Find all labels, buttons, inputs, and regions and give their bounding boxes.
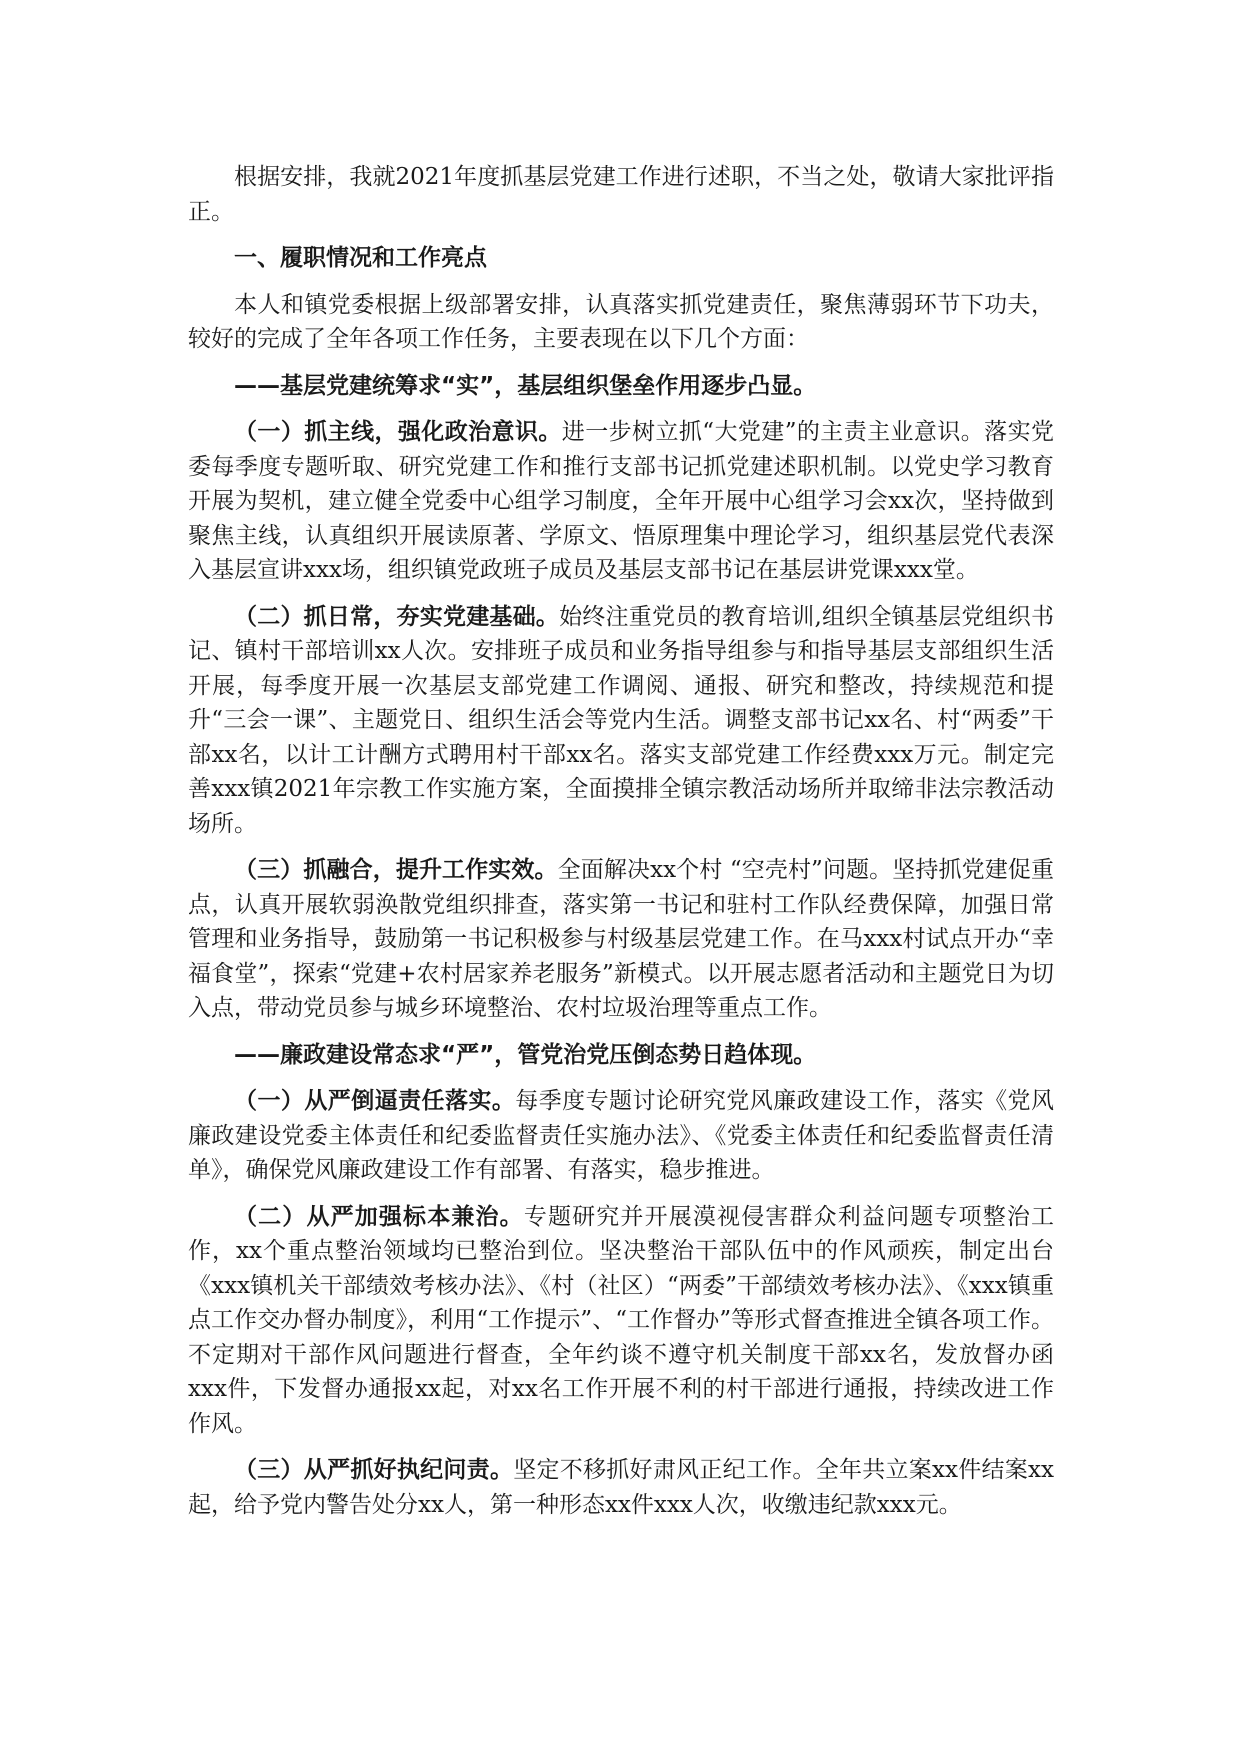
section-title-party-building: ——基层党建统筹求“实”，基层组织堡垒作用逐步凸显。: [234, 372, 817, 399]
item-paragraph: [188, 853, 1054, 1026]
item-body: 全面解决xx个村 “空壳村”问题。坚持抓党建促重点，认真开展软弱涣散党组织排查，落实第一书记和驻村工作队经费保障，加强日常管理和业务指导，鼓励第一书记积极参与村级基层党建工作。在马xxx村试点开办“幸福食堂”，探索“党建+农村居家养老服务”新模式。以开展志愿者活动和主题党日为切入点，带动党员参与城乡环境整治、农村垃圾治理等重点工作。: [188, 857, 1054, 1021]
item-body: 坚定不移抓好肃风正纪工作。全年共立案xx件结案xx起，给予党内警告处分xx人，第一种形态xx件xxx人次，收缴违纪款xxx元。: [188, 1457, 1054, 1518]
overview-paragraph: 本人和镇党委根据上级部署安排，认真落实抓党建责任，聚焦薄弱环节下功夫，较好的完成了全年各项工作任务，主要表现在以下几个方面：: [188, 291, 1054, 352]
item-lead: （三）抓融合，提升工作实效。: [234, 857, 558, 883]
heading-performance-highlights: 一、履职情况和工作亮点: [234, 245, 487, 271]
item-lead: （二）从严加强标本兼治。: [234, 1203, 524, 1230]
item-body: 专题研究并开展漠视侵害群众利益问题专项整治工作，xx个重点整治领域均已整治到位。坚决整治干部队伍中的作风顽疾，制定出台《xxx镇机关干部绩效考核办法》、《村（社区）“两委”干部绩效考核办法》、《xxx镇重点工作交办督办制度》，利用“工作提示”、“工作督办”等形式督查推进全镇各项工作。不定期对干部作风问题进行督查，全年约谈不遵守机关制度干部xx名，发放督办函xxx件，下发督办通报xx起，对xx名工作开展不利的村干部进行通报，持续改进工作作风。: [188, 1203, 1055, 1437]
item-paragraph: [188, 1200, 1054, 1442]
item-paragraph: [188, 600, 1054, 842]
document-page: [188, 160, 1054, 1534]
item-body: 进一步树立抓“大党建”的主责主业意识。落实党委每季度专题听取、研究党建工作和推行支部书记抓党建述职机制。以党史学习教育开展为契机，建立健全党委中心组学习制度，全年开展中心组学习会xx次，坚持做到聚焦主线，认真组织开展读原著、学原文、悟原理集中理论学习，组织基层党代表深入基层宣讲xxx场，组织镇党政班子成员及基层支部书记在基层讲党课xxx堂。: [188, 419, 1054, 583]
item-lead: （一）抓主线，强化政治意识。: [234, 419, 562, 445]
item-body: 每季度专题讨论研究党风廉政建设工作，落实《党风廉政建设党委主体责任和纪委监督责任实施办法》、《党委主体责任和纪委监督责任清单》，确保党风廉政建设工作有部署、有落实，稳步推进。: [188, 1088, 1055, 1183]
section-title-integrity: ——廉政建设常态求“严”，管党治党压倒态势日趋体现。: [234, 1041, 817, 1068]
intro-paragraph: 根据安排，我就2021年度抓基层党建工作进行述职，不当之处，敬请大家批评指正。: [188, 164, 1054, 225]
item-paragraph: [188, 1084, 1054, 1188]
item-lead: （一）从严倒逼责任落实。: [234, 1088, 516, 1114]
item-paragraph: [188, 415, 1054, 588]
item-body: 始终注重党员的教育培训,组织全镇基层党组织书记、镇村干部培训xx人次。安排班子成员和业务指导组参与和指导基层支部组织生活开展，每季度开展一次基层支部党建工作调阅、通报、研究和整改，持续规范和提升“三会一课”、主题党日、组织生活会等党内生活。调整支部书记xx名、村“两委”干部xx名，以计工计酬方式聘用村干部xx名。落实支部党建工作经费xxx万元。制定完善xxx镇2021年宗教工作实施方案，全面摸排全镇宗教活动场所并取缔非法宗教活动场所。: [188, 603, 1055, 837]
item-lead: （二）抓日常，夯实党建基础。: [234, 603, 560, 630]
item-lead: （三）从严抓好执纪问责。: [234, 1457, 514, 1483]
item-paragraph: [188, 1453, 1054, 1522]
